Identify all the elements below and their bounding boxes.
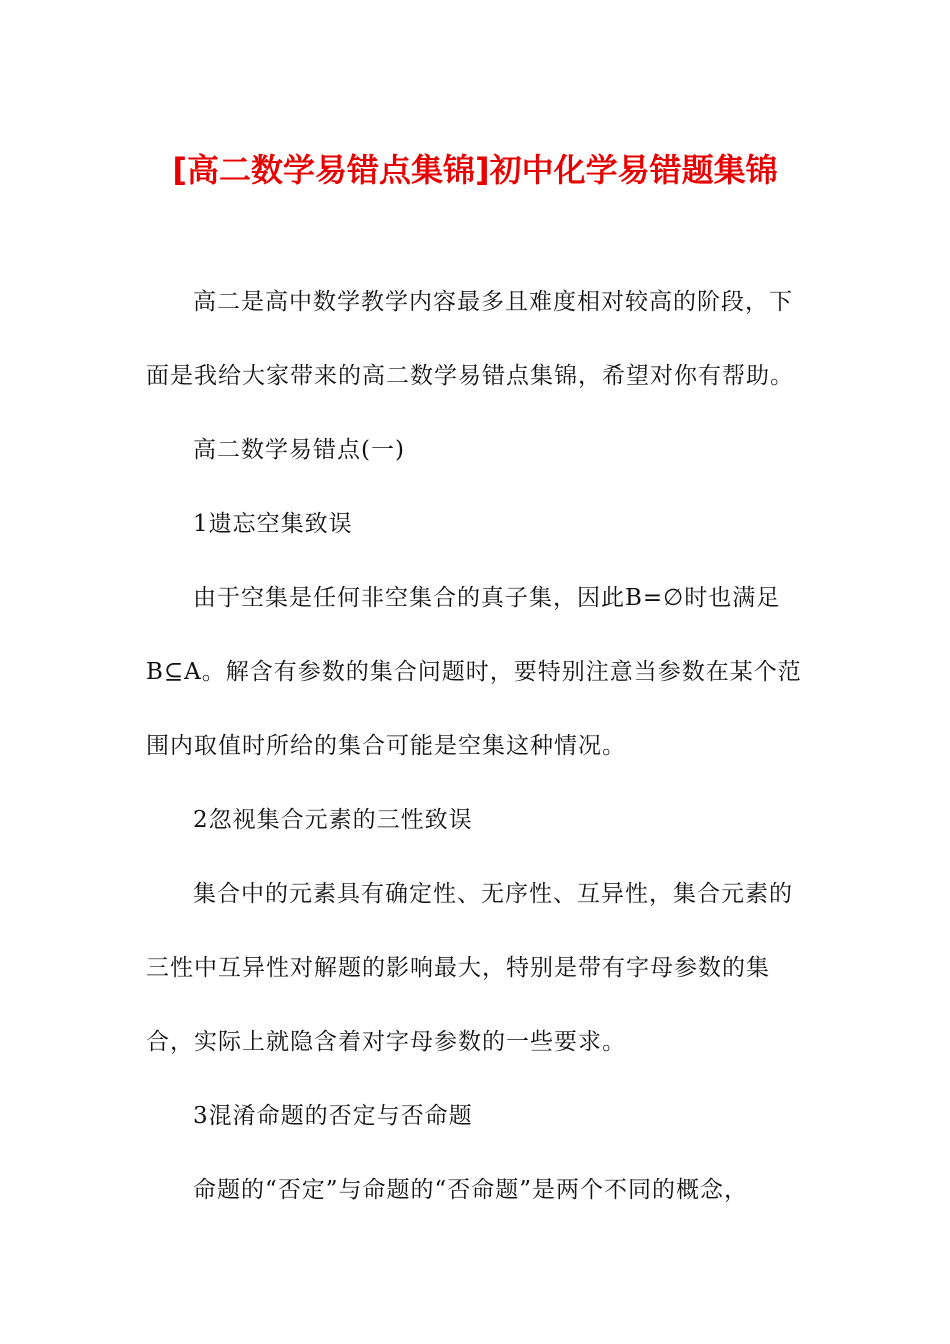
- item-heading-2: 2忽视集合元素的三性致误: [193, 807, 473, 833]
- item-heading-3: 3混淆命题的否定与否命题: [193, 1103, 473, 1129]
- item-paragraph-3: 命题的“否定”与命题的“否命题”是两个不同的概念，: [193, 1177, 749, 1203]
- document-body: [146, 265, 810, 1227]
- item-paragraph-2: 集合中的元素具有确定性、无序性、互异性，集合元素的三性中互异性对解题的影响最大，特别是带有字母参数的集合，实际上就隐含着对字母参数的一些要求。: [146, 881, 793, 1055]
- section-heading: 高二数学易错点(一): [193, 437, 405, 463]
- document-title: [高二数学易错点集锦]初中化学易错题集锦: [172, 151, 778, 189]
- intro-paragraph: 高二是高中数学教学内容最多且难度相对较高的阶段，下面是我给大家带来的高二数学易错点集锦，希望对你有帮助。: [146, 289, 794, 389]
- item-heading-1: 1遗忘空集致误: [193, 511, 353, 537]
- item-paragraph-1: 由于空集是任何非空集合的真子集，因此B=∅时也满足B⊆A。解含有参数的集合问题时，要特别注意当参数在某个范围内取值时所给的集合可能是空集这种情况。: [146, 585, 802, 759]
